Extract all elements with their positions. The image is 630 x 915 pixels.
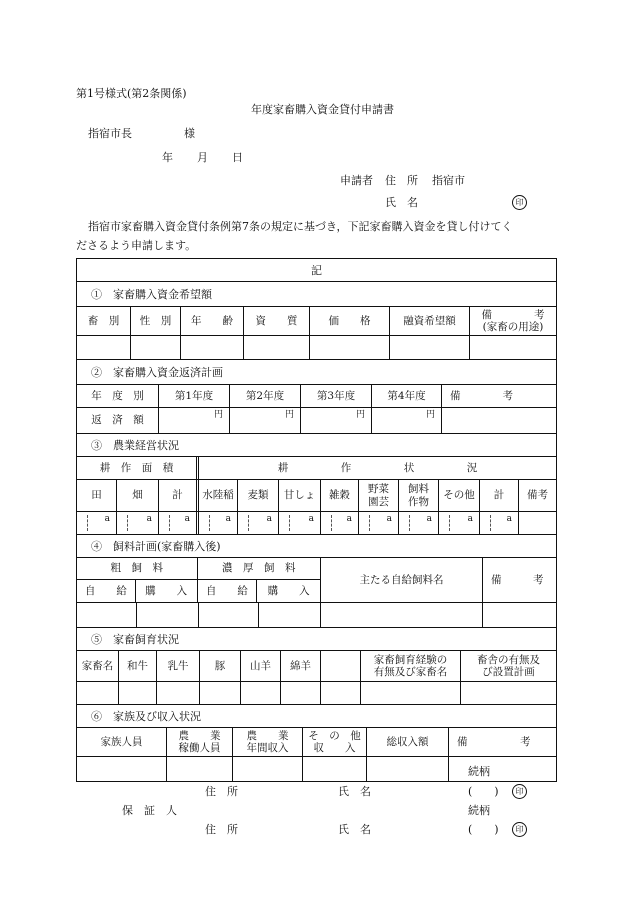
seal-icon: 印 (512, 822, 527, 837)
section3-group-header (77, 457, 556, 480)
col-goat: 山羊 (241, 651, 281, 681)
input-blank[interactable] (321, 682, 361, 704)
unit-a: a (467, 514, 473, 524)
concentrate-self-supply: 自 給 (198, 580, 258, 602)
section1-title (77, 282, 556, 307)
col-sheep: 綿羊 (281, 651, 321, 681)
input-rough-self[interactable] (77, 603, 137, 627)
col-remarks-use (470, 307, 556, 335)
col-family-members: 家族人員 (77, 728, 167, 756)
address-value: 指宿市 (432, 174, 465, 187)
guarantor1-relation-label: 続柄 (468, 765, 490, 778)
col-quality: 資 質 (244, 307, 310, 335)
name-label: 氏 名 (385, 196, 418, 209)
unit-a: a (225, 514, 231, 524)
col-crop-total: 計 (480, 480, 519, 511)
input-concentrate-purchase[interactable] (259, 603, 321, 627)
experience-line1: 家畜飼育経験の (373, 653, 448, 666)
repay-amount-label: 返 済 額 (77, 408, 159, 433)
year-1: 第1年度 (159, 385, 230, 407)
section1-input-row (77, 336, 556, 360)
section3-input-row (77, 512, 556, 535)
col-sex: 性 別 (131, 307, 181, 335)
seal-icon: 印 (512, 784, 527, 799)
income-remarks-label: 備 考 (457, 735, 531, 748)
section5-title (77, 628, 556, 651)
input-experience[interactable] (361, 682, 461, 704)
col-pig: 豚 (200, 651, 241, 681)
repay-remarks (442, 385, 556, 407)
section2-amount-row (77, 408, 556, 434)
section6-title (77, 705, 556, 728)
main-self-feed-header: 主たる自給飼料名 (321, 558, 483, 602)
applicant-label: 申請者 (340, 174, 373, 187)
repay-remarks-label: 備 考 (450, 389, 513, 402)
ki-label: 記 (311, 264, 322, 277)
section5-title-text: ⑤ 家畜飼育状況 (91, 633, 179, 646)
input-concentrate-self[interactable] (199, 603, 259, 627)
cultivated-area-header: 耕 作 面 積 (77, 457, 199, 479)
agri-workers-line1: 農 業 (178, 729, 221, 742)
input-income-remarks[interactable] (449, 757, 556, 781)
input-area-total[interactable] (159, 512, 199, 534)
unit-a: a (308, 514, 314, 524)
other-income-line1: そ の 他 (308, 729, 361, 742)
input-feed-remarks[interactable] (483, 603, 556, 627)
unit-a: a (346, 514, 352, 524)
feed-remarks-header (483, 558, 556, 602)
feed-remarks-label: 備 考 (491, 573, 544, 586)
section2-title (77, 360, 556, 385)
input-rough-purchase[interactable] (137, 603, 199, 627)
input-barn[interactable] (461, 682, 556, 704)
section2-header-row (77, 385, 556, 408)
rough-self-supply: 自 給 (77, 580, 136, 602)
ki-row (77, 259, 556, 282)
experience-line2: 有無及び家畜名 (373, 666, 448, 678)
honorific: 様 (184, 127, 195, 140)
date-month: 月 (197, 151, 208, 164)
input-price[interactable] (310, 336, 390, 359)
agri-workers-line2: 稼働人員 (178, 742, 221, 754)
guarantor2-relation-paren: ( ) (468, 823, 499, 836)
col-livestock-type: 畜 別 (77, 307, 131, 335)
repay-year4-input[interactable] (372, 408, 442, 433)
input-paddy[interactable] (77, 512, 117, 534)
col-other-income (303, 728, 367, 756)
unit-a: a (266, 514, 272, 524)
section5-input-row (77, 682, 556, 705)
guarantor2-seal (512, 822, 527, 837)
addressee: 指宿市長 (88, 127, 132, 140)
col-wagyu: 和牛 (119, 651, 157, 681)
section1-title-text: ① 家畜購入資金希望額 (91, 288, 212, 301)
input-quality[interactable] (244, 336, 310, 359)
cultivation-status-header: 耕 作 状 況 (277, 461, 478, 474)
year-2: 第2年度 (230, 385, 301, 407)
address-label: 住 所 (385, 174, 418, 187)
col-price: 価 格 (310, 307, 390, 335)
input-main-self-feed[interactable] (321, 603, 483, 627)
feed-plan-group (77, 558, 321, 602)
col-crop-remarks: 備考 (527, 489, 548, 502)
concentrate-purchase: 購 入 (267, 584, 310, 597)
col-income-remarks (449, 728, 556, 756)
unit-a: a (386, 514, 392, 524)
other-income-line2: 収 入 (313, 742, 356, 754)
col-feed-crops: 飼料作物 (399, 480, 439, 511)
experience-header (361, 651, 461, 681)
input-grains[interactable] (321, 512, 359, 534)
input-sheep[interactable] (281, 682, 321, 704)
document-title: 年度家畜購入資金貸付申請書 (251, 103, 394, 116)
col-dairy-cow: 乳牛 (157, 651, 200, 681)
section4-title (77, 535, 556, 558)
section4-header (77, 558, 556, 603)
col-rice: 水陸稲 (199, 480, 238, 511)
input-pig[interactable] (200, 682, 241, 704)
input-loan-amount[interactable] (390, 336, 470, 359)
input-other[interactable] (439, 512, 480, 534)
body-text-line2: ださるよう申請します。 (76, 239, 197, 252)
body-text-line1: 指宿市家畜購入資金貸付条例第7条の規定に基づき，下記家畜購入資金を貸し付けてく (88, 220, 513, 233)
input-feed-crops[interactable] (399, 512, 439, 534)
input-crop-total[interactable] (480, 512, 519, 534)
input-wheat[interactable] (238, 512, 279, 534)
barn-line2: び設置計画 (482, 666, 535, 678)
agri-income-line1: 農 業 (246, 729, 289, 742)
year-4: 第4年度 (372, 385, 442, 407)
agri-income-line2: 年間収入 (246, 742, 289, 754)
section3-title (77, 434, 556, 457)
guarantor2-address-label: 住 所 (205, 823, 238, 836)
input-dairy-cow[interactable] (157, 682, 200, 704)
col-total-income: 総収入額 (367, 728, 449, 756)
input-other-income[interactable] (303, 757, 367, 781)
repay-year1-input[interactable] (159, 408, 230, 433)
yen-unit: 円 (213, 410, 223, 420)
col-sweet-potato: 甘しょ (279, 480, 321, 511)
input-sweet-potato[interactable] (279, 512, 321, 534)
seal-icon: 印 (512, 195, 527, 210)
seal-mark (512, 195, 527, 210)
col-grains: 雑穀 (321, 480, 359, 511)
guarantor1-name-label: 氏 名 (338, 785, 371, 798)
input-agri-income[interactable] (233, 757, 303, 781)
form-number: 第1号様式(第2条関係) (76, 87, 187, 100)
input-sex[interactable] (131, 336, 181, 359)
col-livestock-name: 家畜名 (77, 651, 119, 681)
section5-header (77, 651, 556, 682)
guarantor1-relation-paren: ( ) (468, 785, 499, 798)
guarantor-label: 保 証 人 (122, 804, 177, 817)
col-paddy: 田 (77, 480, 117, 511)
col-field: 畑 (117, 480, 159, 511)
col-other: その他 (439, 480, 480, 511)
repay-year3-input[interactable] (301, 408, 372, 433)
barn-header (461, 651, 556, 681)
input-livestock-type[interactable] (77, 336, 131, 359)
col-area-total: 計 (159, 480, 199, 511)
rough-feed-header: 粗 飼 料 (77, 558, 198, 579)
unit-a: a (184, 514, 190, 524)
section6-header (77, 728, 556, 757)
rough-purchase: 購 入 (136, 580, 198, 602)
yen-unit: 円 (425, 410, 435, 420)
input-crop-remarks[interactable] (519, 512, 556, 534)
guarantor1-address-label: 住 所 (205, 785, 238, 798)
input-agri-workers[interactable] (167, 757, 233, 781)
input-age[interactable] (181, 336, 244, 359)
guarantor2-relation-label: 続柄 (468, 804, 490, 817)
input-field[interactable] (117, 512, 159, 534)
unit-a: a (426, 514, 432, 524)
col-agri-workers (167, 728, 233, 756)
application-form-table (76, 258, 557, 782)
input-total-income[interactable] (367, 757, 449, 781)
date-day: 日 (232, 151, 243, 164)
input-vegetables[interactable] (359, 512, 399, 534)
input-wagyu[interactable] (119, 682, 157, 704)
section4-input-row (77, 603, 556, 628)
guarantor2-name-label: 氏 名 (338, 823, 371, 836)
repay-year2-input[interactable] (230, 408, 301, 433)
unit-a: a (146, 514, 152, 524)
concentrate-feed-header: 濃 厚 飼 料 (222, 562, 296, 575)
col-wheat: 麦類 (238, 480, 279, 511)
section6-title-text: ⑥ 家族及び収入状況 (91, 710, 201, 723)
year-label: 年 度 別 (77, 385, 159, 407)
guarantor1-seal (512, 784, 527, 799)
barn-line1: 畜舎の有無及 (477, 653, 540, 666)
col-agri-income (233, 728, 303, 756)
input-goat[interactable] (241, 682, 281, 704)
section4-title-text: ④ 飼料計画(家畜購入後) (91, 540, 221, 553)
section2-title-text: ② 家畜購入資金返済計画 (91, 366, 223, 379)
year-3: 第3年度 (301, 385, 372, 407)
input-rice[interactable] (199, 512, 238, 534)
col-blank (321, 651, 361, 681)
section1-header-row (77, 307, 556, 336)
repay-remarks-input[interactable] (442, 408, 556, 433)
yen-unit: 円 (355, 410, 365, 420)
livestock-use-label: (家畜の用途) (482, 321, 544, 333)
section3-title-text: ③ 農業経営状況 (91, 439, 179, 452)
remarks-label: 備 考 (481, 308, 545, 321)
col-loan-amount: 融資希望額 (390, 307, 470, 335)
input-family-members[interactable] (77, 757, 167, 781)
unit-a: a (104, 514, 110, 524)
col-age: 年 齢 (181, 307, 244, 335)
date-year: 年 (162, 151, 173, 164)
input-remarks[interactable] (470, 336, 556, 359)
col-vegetables: 野菜園芸 (359, 480, 399, 511)
section3-col-header (77, 480, 556, 512)
yen-unit: 円 (284, 410, 294, 420)
input-livestock-name[interactable] (77, 682, 119, 704)
unit-a: a (506, 514, 512, 524)
